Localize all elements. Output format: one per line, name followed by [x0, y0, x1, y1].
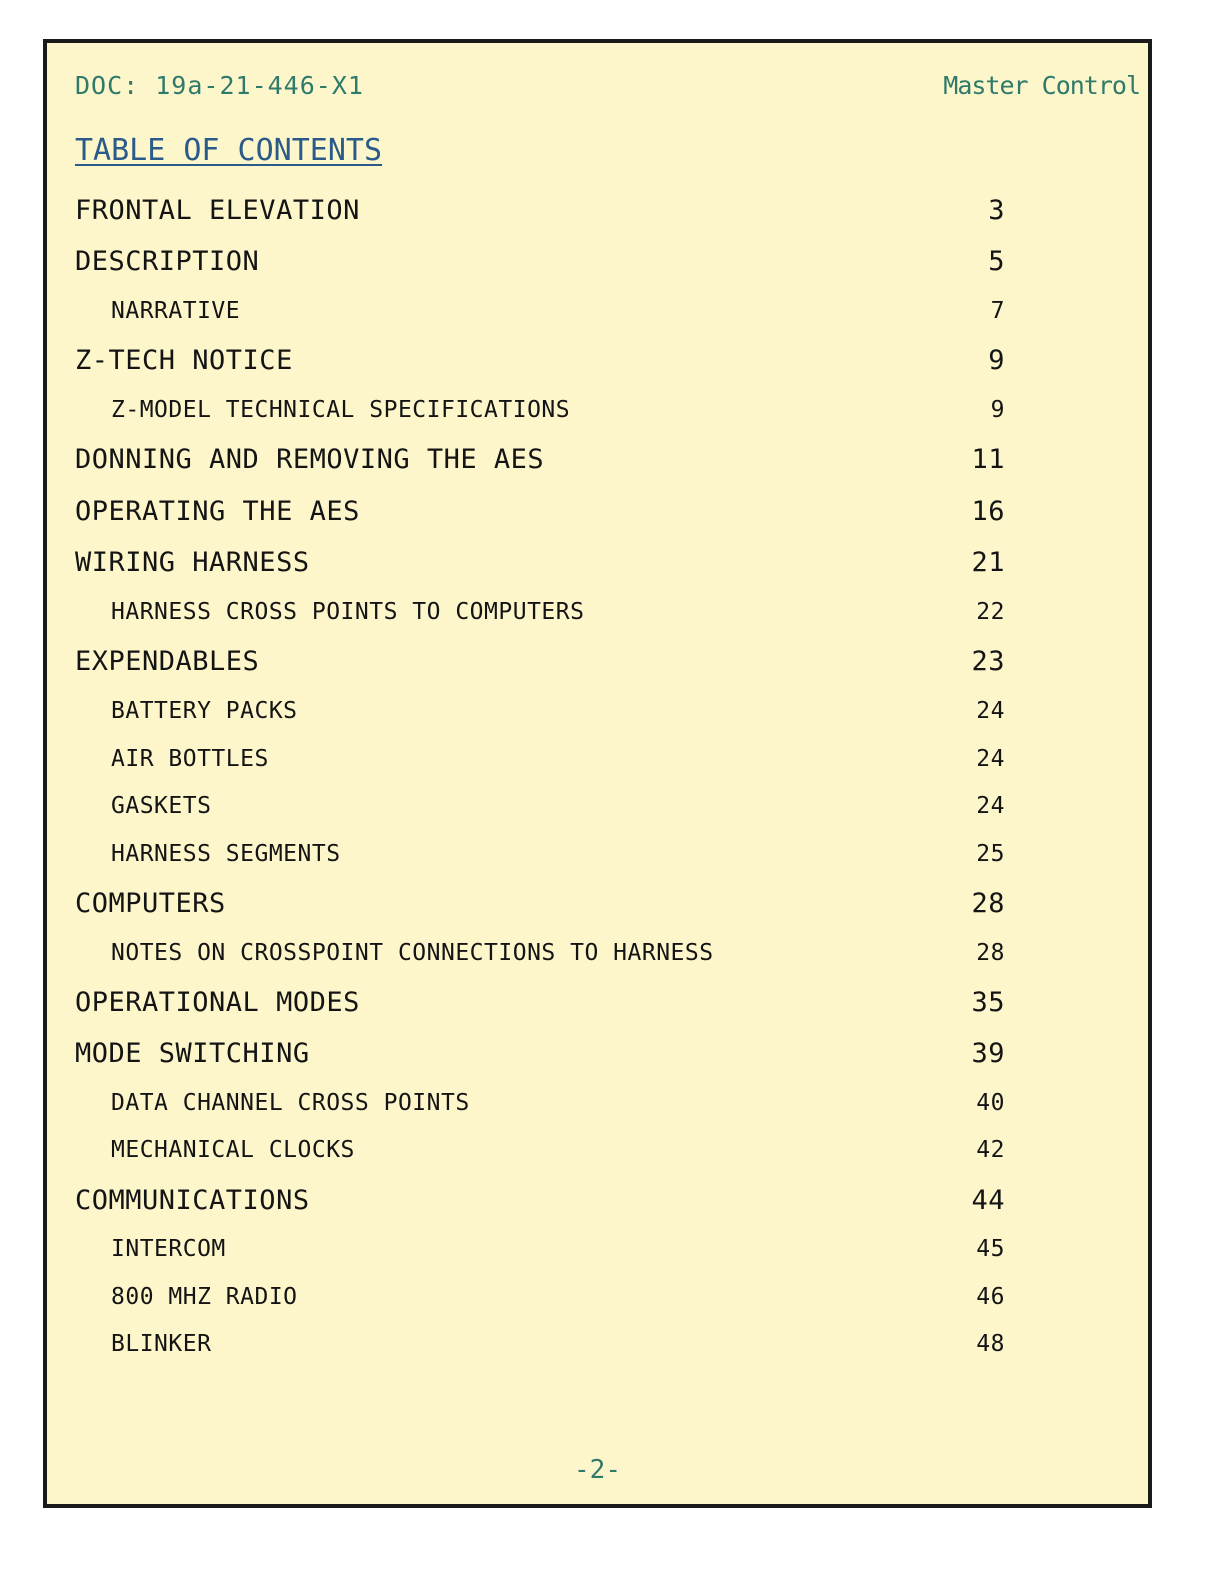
toc-entry-page: 3: [988, 195, 1005, 226]
document-id: DOC: 19a-21-446-X1: [75, 71, 364, 100]
toc-entry-label: MECHANICAL CLOCKS: [111, 1137, 355, 1163]
toc-entry-page: 9: [990, 397, 1005, 423]
toc-entry-label: 800 MHZ RADIO: [111, 1284, 298, 1310]
document-title: Master Control: [943, 71, 1140, 100]
toc-entry-page: 40: [976, 1090, 1005, 1116]
page-number: -2-: [574, 1455, 621, 1485]
toc-entry-page: 48: [976, 1331, 1005, 1357]
toc-entry-page: 16: [971, 496, 1005, 527]
toc-entry[interactable]: [75, 1284, 1005, 1310]
toc-entry-label: FRONTAL ELEVATION: [75, 195, 360, 226]
toc-entry-page: 35: [971, 987, 1005, 1018]
toc-entry-label: OPERATING THE AES: [75, 496, 360, 527]
toc-entry-page: 24: [976, 746, 1005, 772]
toc-entry[interactable]: [75, 1331, 1005, 1357]
toc-entry-page: 28: [976, 940, 1005, 966]
toc-entry[interactable]: [75, 1090, 1005, 1116]
toc-entry[interactable]: [75, 987, 1005, 1018]
toc-entry-label: NARRATIVE: [111, 298, 241, 324]
toc-entry-page: 23: [971, 646, 1005, 677]
toc-entry[interactable]: [75, 793, 1005, 819]
toc-entry-label: DESCRIPTION: [75, 246, 260, 277]
toc-entry-label: Z-TECH NOTICE: [75, 345, 293, 376]
toc-entry[interactable]: [75, 698, 1005, 724]
toc-entry-label: MODE SWITCHING: [75, 1038, 310, 1069]
toc-entry[interactable]: [75, 1038, 1005, 1069]
toc-entry[interactable]: [75, 246, 1005, 277]
toc-entry-page: 7: [990, 298, 1005, 324]
toc-entry-label: HARNESS SEGMENTS: [111, 841, 341, 867]
toc-entry-label: EXPENDABLES: [75, 646, 260, 677]
toc-entry[interactable]: [75, 746, 1005, 772]
toc-entry-page: 11: [971, 444, 1005, 475]
toc-entry-page: 5: [988, 246, 1005, 277]
toc-entry-label: COMPUTERS: [75, 888, 226, 919]
toc-entry[interactable]: [75, 599, 1005, 625]
toc-list: [75, 43, 1005, 1504]
toc-entry-page: 45: [976, 1236, 1005, 1262]
toc-entry-page: 39: [971, 1038, 1005, 1069]
toc-entry-page: 42: [976, 1137, 1005, 1163]
toc-entry-page: 9: [988, 345, 1005, 376]
toc-entry-page: 22: [976, 599, 1005, 625]
toc-entry[interactable]: [75, 298, 1005, 324]
toc-entry[interactable]: [75, 646, 1005, 677]
toc-entry-label: COMMUNICATIONS: [75, 1185, 310, 1216]
toc-entry-page: 28: [971, 888, 1005, 919]
toc-entry-label: BLINKER: [111, 1331, 212, 1357]
toc-entry-page: 25: [976, 841, 1005, 867]
toc-entry-label: HARNESS CROSS POINTS TO COMPUTERS: [111, 599, 585, 625]
toc-entry-page: 46: [976, 1284, 1005, 1310]
toc-entry-label: Z-MODEL TECHNICAL SPECIFICATIONS: [111, 397, 571, 423]
toc-entry[interactable]: [75, 496, 1005, 527]
document-page: [43, 39, 1152, 1508]
toc-entry-label: DONNING AND REMOVING THE AES: [75, 444, 545, 475]
toc-entry-label: WIRING HARNESS: [75, 547, 310, 578]
toc-entry-page: 21: [971, 547, 1005, 578]
toc-entry-label: OPERATIONAL MODES: [75, 987, 360, 1018]
toc-entry-label: NOTES ON CROSSPOINT CONNECTIONS TO HARNESS: [111, 940, 714, 966]
toc-entry[interactable]: [75, 444, 1005, 475]
toc-entry-label: BATTERY PACKS: [111, 698, 298, 724]
toc-entry[interactable]: [75, 888, 1005, 919]
toc-entry-page: 24: [976, 698, 1005, 724]
toc-entry[interactable]: [75, 1137, 1005, 1163]
toc-entry[interactable]: [75, 940, 1005, 966]
toc-entry[interactable]: [75, 397, 1005, 423]
toc-entry-page: 24: [976, 793, 1005, 819]
toc-entry[interactable]: [75, 345, 1005, 376]
toc-entry[interactable]: [75, 547, 1005, 578]
toc-entry[interactable]: [75, 841, 1005, 867]
toc-entry-page: 44: [971, 1185, 1005, 1216]
toc-entry[interactable]: [75, 195, 1005, 226]
toc-entry-label: INTERCOM: [111, 1236, 226, 1262]
toc-entry-label: AIR BOTTLES: [111, 746, 269, 772]
toc-entry-label: GASKETS: [111, 793, 212, 819]
toc-entry[interactable]: [75, 1185, 1005, 1216]
toc-entry-label: DATA CHANNEL CROSS POINTS: [111, 1090, 470, 1116]
toc-heading[interactable]: TABLE OF CONTENTS: [75, 133, 383, 168]
toc-entry[interactable]: [75, 1236, 1005, 1262]
